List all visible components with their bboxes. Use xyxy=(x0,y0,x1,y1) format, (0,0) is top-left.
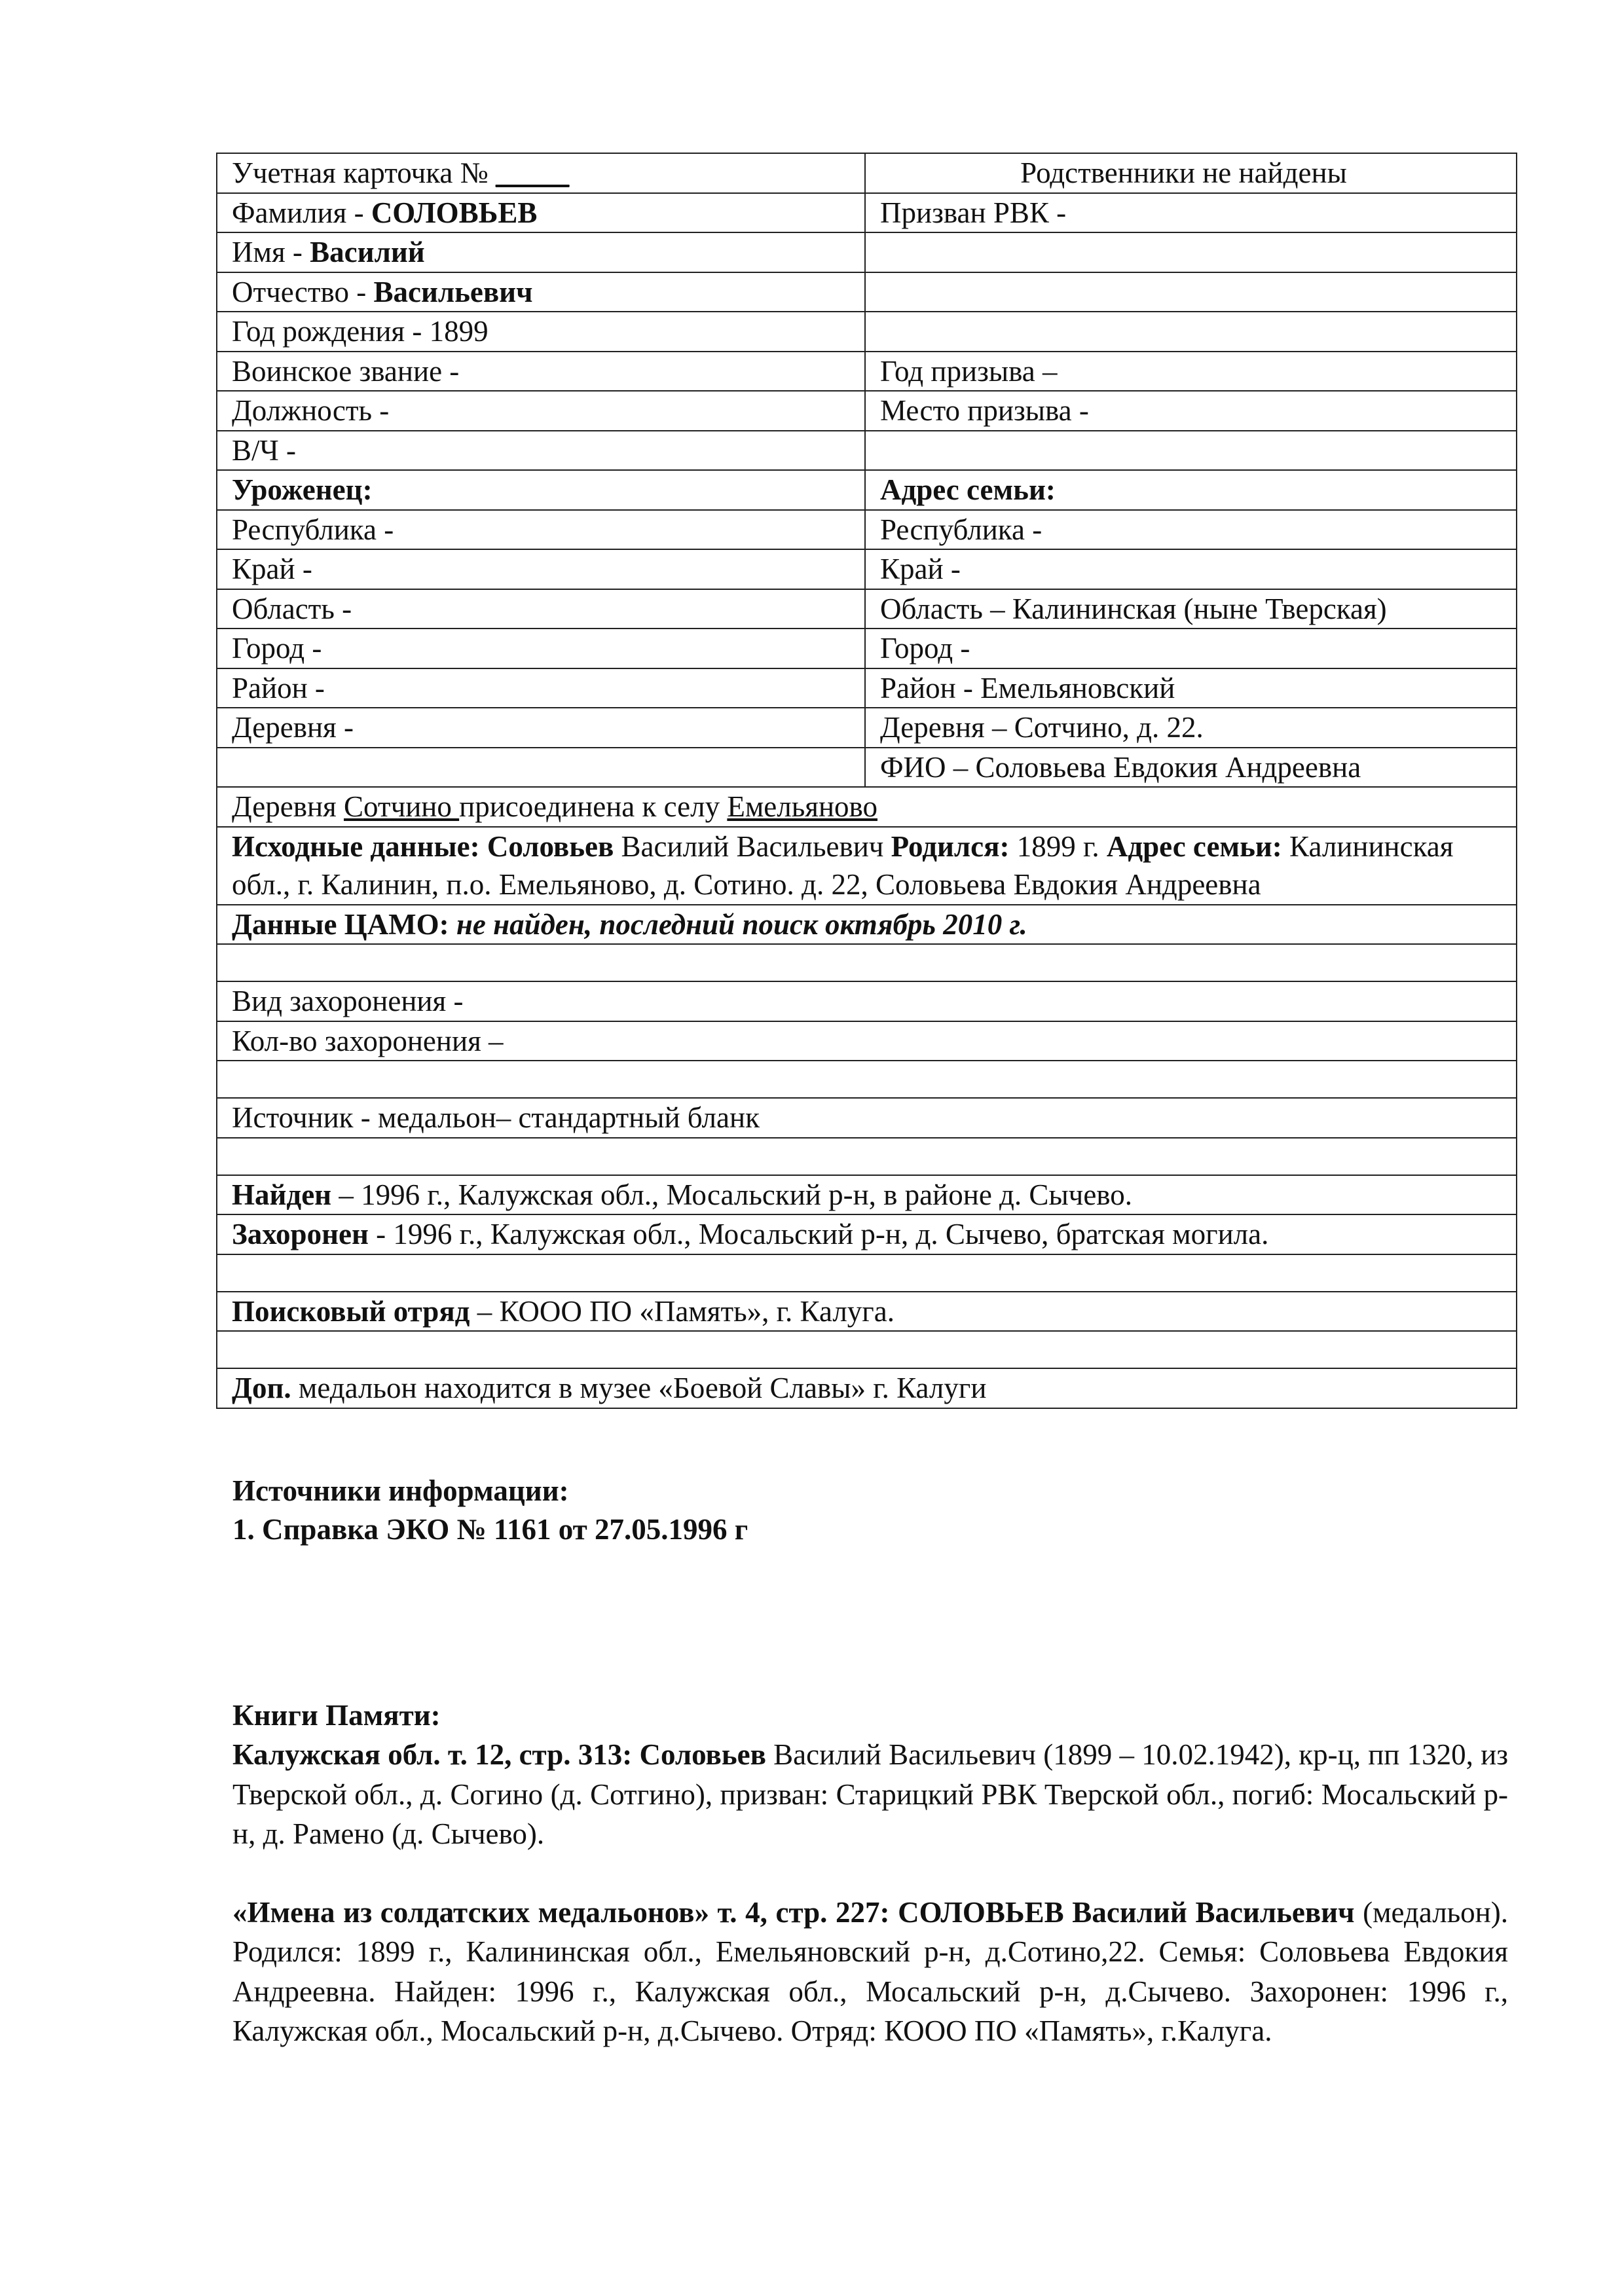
source-data-born-label: Родился: xyxy=(891,829,1010,863)
table-row xyxy=(217,981,1517,1021)
entry-source: «Имена из солдатских медальонов» т. 4, стр. 227: СОЛОВЬЕВ Василий Васильевич xyxy=(232,1896,1355,1929)
village-note-text: Деревня xyxy=(232,790,344,823)
found-label: Найден xyxy=(232,1178,332,1211)
buried-text: - 1996 г., Калужская обл., Мосальский р-н, д. Сычево, братская могила. xyxy=(368,1218,1269,1250)
tsamo-label: Данные ЦАМО: xyxy=(232,907,449,941)
card-number-blank: _____ xyxy=(495,156,570,189)
burial-count: Кол-во захоронения – xyxy=(217,1021,1517,1061)
buried-info xyxy=(217,1214,1517,1254)
table-row xyxy=(217,827,1517,905)
name-value: Василий xyxy=(310,236,425,268)
village-note-text: присоединена к селу xyxy=(459,790,728,823)
sources-title: Источники информации: xyxy=(232,1474,569,1507)
birth-republic: Республика - xyxy=(217,510,865,550)
empty-row xyxy=(217,1254,1517,1292)
empty-cell xyxy=(865,312,1517,352)
family-address-heading: Адрес семьи: xyxy=(880,473,1056,506)
memory-books-title: Книги Памяти: xyxy=(232,1699,441,1732)
source-data-family-label: Адрес семьи: xyxy=(1106,829,1282,863)
birth-oblast: Область - xyxy=(217,589,865,629)
selo-name: Емельяново xyxy=(727,790,877,823)
table-row xyxy=(217,708,1517,748)
additional-label: Доп. xyxy=(232,1372,291,1404)
sources-item: 1. Справка ЭКО № 1161 от 27.05.1996 г xyxy=(232,1512,748,1546)
table-row xyxy=(217,312,1517,352)
card-number-label: Учетная карточка № xyxy=(232,156,489,189)
source-data-label: Исходные данные: xyxy=(232,829,487,863)
table-row xyxy=(217,549,1517,589)
family-krai: Край - xyxy=(865,549,1517,589)
table-row xyxy=(217,1214,1517,1254)
table-row xyxy=(217,589,1517,629)
entry-surname: Соловьев xyxy=(639,1738,766,1772)
table-row xyxy=(217,352,1517,392)
found-info xyxy=(217,1175,1517,1215)
conscription-year: Год призыва – xyxy=(865,352,1517,392)
military-rank: Воинское звание - xyxy=(217,352,865,392)
birth-city: Город - xyxy=(217,629,865,668)
empty-cell xyxy=(865,272,1517,312)
relatives-status: Родственники не найдены xyxy=(1020,156,1347,189)
table-row xyxy=(217,629,1517,668)
source: Источник - медальон– стандартный бланк xyxy=(217,1098,1517,1138)
family-district: Район - Емельяновский xyxy=(865,668,1517,708)
table-row xyxy=(217,272,1517,312)
surname-value: СОЛОВЬЕВ xyxy=(371,196,538,229)
patronymic-value: Васильевич xyxy=(373,275,533,308)
empty-cell xyxy=(217,748,865,788)
patronymic-label: Отчество - xyxy=(232,275,374,308)
card-header-row xyxy=(217,153,1517,193)
birth-krai: Край - xyxy=(217,549,865,589)
table-row xyxy=(217,787,1517,827)
surname-label: Фамилия - xyxy=(232,196,371,229)
search-team xyxy=(217,1292,1517,1332)
table-row xyxy=(217,905,1517,945)
entry-text: Василий Васильевич (1899 – 10.02.1942), кр-ц, пп 1320, из Тверской обл., д. Согино (д. Сотгино), призван: Старицкий РВК Тверской обл., погиб: Мосальский р-н, д. Рамено (д. Сычево). xyxy=(232,1738,1509,1850)
tsamo-value: не найден, последний поиск октябрь 2010 г. xyxy=(449,907,1027,941)
source-data-born: 1899 г. xyxy=(1009,829,1107,863)
name-label: Имя - xyxy=(232,236,310,268)
empty-cell xyxy=(865,431,1517,471)
empty-row xyxy=(217,1331,1517,1368)
family-republic: Республика - xyxy=(865,510,1517,550)
relatives-status-cell xyxy=(865,153,1517,193)
table-row xyxy=(217,1368,1517,1408)
table-row xyxy=(217,193,1517,233)
tsamo-data xyxy=(217,905,1517,945)
search-team-text: – КООО ПО «Память», г. Калуга. xyxy=(470,1294,895,1328)
found-text: – 1996 г., Калужская обл., Мосальский р-н, в районе д. Сычево. xyxy=(331,1178,1132,1211)
source-data-family: Калининская обл., г. Калинин, п.о. Емельяново, д. Сотино. д. 22, Соловьева Евдокия Андреевна xyxy=(232,829,1454,901)
empty-row xyxy=(217,1061,1517,1098)
source-data-surname: Соловьев xyxy=(487,829,614,863)
table-row xyxy=(217,1292,1517,1332)
memory-book-entry xyxy=(232,1893,1508,2050)
conscription-office: Призван РВК - xyxy=(865,193,1517,233)
section-header-row xyxy=(217,470,1517,510)
military-unit: В/Ч - xyxy=(217,431,865,471)
family-oblast: Область – Калининская (ныне Тверская) xyxy=(865,589,1517,629)
burial-type: Вид захоронения - xyxy=(217,981,1517,1021)
village-name: Сотчино xyxy=(343,790,460,823)
table-row xyxy=(217,1021,1517,1061)
family-city: Город - xyxy=(865,629,1517,668)
table-row xyxy=(217,510,1517,550)
empty-row xyxy=(217,944,1517,981)
source-data xyxy=(217,827,1517,905)
information-sources xyxy=(232,1472,1516,1548)
table-row xyxy=(217,431,1517,471)
buried-label: Захоронен xyxy=(232,1218,369,1250)
table-row xyxy=(217,748,1517,788)
search-team-label: Поисковый отряд xyxy=(232,1294,470,1328)
conscription-place: Место призыва - xyxy=(865,391,1517,431)
table-row xyxy=(217,391,1517,431)
memory-books xyxy=(232,1696,1508,2050)
empty-cell xyxy=(865,232,1517,272)
additional-text: медальон находится в музее «Боевой Славы» г. Калуги xyxy=(291,1372,987,1404)
birth-year: Год рождения - 1899 xyxy=(217,312,865,352)
table-row xyxy=(217,668,1517,708)
empty-row xyxy=(217,1138,1517,1175)
source-data-name: Василий Васильевич xyxy=(614,829,891,863)
native-of-heading: Уроженец: xyxy=(232,473,373,506)
position: Должность - xyxy=(217,391,865,431)
card-number-cell xyxy=(217,153,865,193)
entry-text: (медальон). Родился: 1899 г., Калининская обл., Емельяновский р-н, д.Сотино,22. Семья: Соловьева Евдокия Андреевна. Найден: 1996 г., Калужская обл., Мосальский р-н, д.Сычево. Захоронен: 1996 г., Калужская обл., Мосальский р-н, д.Сычево. Отряд: КООО ПО «Память», г.Калуга. xyxy=(232,1896,1508,2048)
additional-info xyxy=(217,1368,1517,1408)
entry-source: Калужская обл. т. 12, стр. 313: xyxy=(232,1738,640,1772)
birth-village: Деревня - xyxy=(217,708,865,748)
memory-book-entry xyxy=(232,1735,1508,1853)
spacer xyxy=(232,1853,1508,1893)
family-contact-name: ФИО – Соловьева Евдокия Андреевна xyxy=(865,748,1517,788)
birth-district: Район - xyxy=(217,668,865,708)
record-card-table xyxy=(216,153,1517,1409)
village-note xyxy=(217,787,1517,827)
table-row xyxy=(217,1098,1517,1138)
table-row xyxy=(217,232,1517,272)
table-row xyxy=(217,1175,1517,1215)
family-village: Деревня – Сотчино, д. 22. xyxy=(865,708,1517,748)
